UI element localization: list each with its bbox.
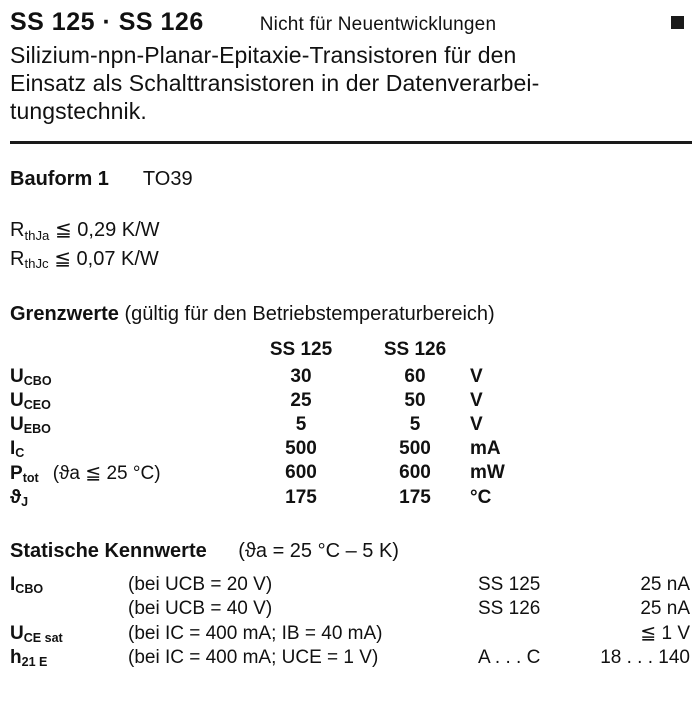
symbol-sub: CE sat [23,631,63,646]
row-value-ss126: 175 [399,486,431,508]
row-symbol [10,365,242,389]
row-symbol [10,486,242,510]
row-symbol [10,597,128,621]
table-row [10,437,570,461]
row-value-ss125: 30 [290,365,312,387]
row-symbol [10,573,128,597]
row-type [478,621,586,646]
symbol-main: h [10,646,22,668]
symbol-sub: 21 E [21,655,48,670]
symbol-main: U [10,389,24,411]
row-unit: V [470,365,483,387]
thermal-subscript: thJc [24,256,49,272]
table-row [10,389,570,413]
row-value: ≦ 1 V [640,622,690,644]
symbol-sub: CBO [15,582,44,597]
col-ss125-header: SS 125 [269,338,333,360]
row-value-ss126: 60 [404,365,426,387]
row-value-ss126: 600 [399,462,431,484]
header [0,0,700,37]
page-title: SS 125 · SS 126 [10,8,204,36]
subtitle-line-1: Silizium-npn-Planar-Epitaxie-Transistoren für den [10,42,517,68]
row-value-ss125: 25 [290,389,312,411]
thermal-symbol: R [10,219,25,242]
symbol-main: I [10,437,16,459]
symbol-sub: EBO [23,422,51,437]
table-row [10,573,690,597]
row-symbol [10,413,242,437]
row-symbol [10,437,242,461]
row-symbol [10,646,128,670]
thermal-row [10,245,690,273]
thermal-relation: ≦ [54,219,72,242]
table-row [10,486,570,510]
symbol-main: ϑ [10,486,22,508]
row-value: 18 . . . 140 [600,646,690,668]
symbol-sub: J [21,495,29,510]
row-condition: (bei IC = 400 mA; IB = 40 mA) [128,622,383,644]
static-table-wrap [0,573,700,670]
col-unit-header [470,338,570,365]
table-row [10,413,570,437]
table-row [10,461,570,486]
symbol-main: I [10,573,16,595]
thermal-resistance-block [0,216,700,273]
thermal-value: 0,29 K/W [77,219,160,242]
row-unit: V [470,389,483,411]
row-condition: (ϑa ≦ 25 °C) [52,462,161,484]
symbol-sub: C [15,446,25,461]
table-row [10,621,690,646]
row-unit: mW [470,462,505,484]
row-value: 25 nA [640,573,690,595]
thermal-symbol: R [10,247,25,270]
static-heading [0,540,700,563]
black-square-icon [671,16,684,29]
col-ss126-header: SS 126 [383,338,447,360]
thermal-relation: ≦ [54,247,71,270]
col-symbol-header [10,338,242,365]
symbol-main: U [10,413,24,435]
row-value: 25 nA [640,597,690,619]
thermal-row [10,216,690,244]
limits-heading-bold: Grenzwerte [10,302,119,325]
table-row [10,597,690,621]
row-symbol [10,389,242,413]
symbol-sub: tot [22,471,39,486]
thermal-value: 0,07 K/W [76,247,159,270]
bauform-value: TO39 [142,168,193,191]
limits-table-wrap [0,338,700,510]
row-type: A . . . C [478,646,541,668]
row-value-ss125: 175 [285,486,317,508]
symbol-sub: CEO [23,398,51,413]
row-unit: mA [470,437,501,459]
table-row [10,646,690,670]
static-characteristics-table [10,573,690,670]
symbol-main: U [10,365,24,387]
row-value-ss125: 600 [285,462,317,484]
static-heading-bold: Statische Kennwerte [10,539,207,562]
static-heading-condition: (ϑa = 25 °C – 5 K) [238,539,399,562]
row-symbol [10,621,128,646]
limits-table [10,338,570,510]
row-condition: (bei UCB = 40 V) [128,597,273,619]
row-value-ss126: 50 [404,389,426,411]
row-value-ss126: 500 [399,437,431,459]
subtitle-line-3: tungstechnik. [10,98,147,125]
table-row [10,365,570,389]
limits-heading [0,303,700,326]
row-type: SS 126 [478,597,541,619]
bauform-label: Bauform 1 [10,168,109,191]
subtitle [0,37,700,125]
divider [10,141,692,144]
row-value-ss126: 5 [409,413,421,435]
symbol-main: P [10,462,23,484]
row-value-ss125: 5 [295,413,307,435]
symbol-main: U [10,622,24,644]
notice-text: Nicht für Neuentwicklungen [259,14,497,35]
bauform-row [0,168,700,191]
row-condition: (bei IC = 400 mA; UCE = 1 V) [128,646,379,668]
thermal-subscript: thJa [24,227,50,243]
row-condition: (bei UCB = 20 V) [128,573,273,595]
row-unit: °C [470,486,492,508]
row-value-ss125: 500 [285,437,317,459]
table-header-row [10,338,570,365]
row-type: SS 125 [478,573,541,595]
row-unit: V [470,413,483,435]
subtitle-line-2: Einsatz als Schalttransistoren in der Datenverarbei- [10,70,540,97]
limits-heading-rest: (gültig für den Betriebstemperaturbereich) [124,302,495,325]
row-symbol [10,461,242,486]
symbol-sub: CBO [23,374,52,389]
